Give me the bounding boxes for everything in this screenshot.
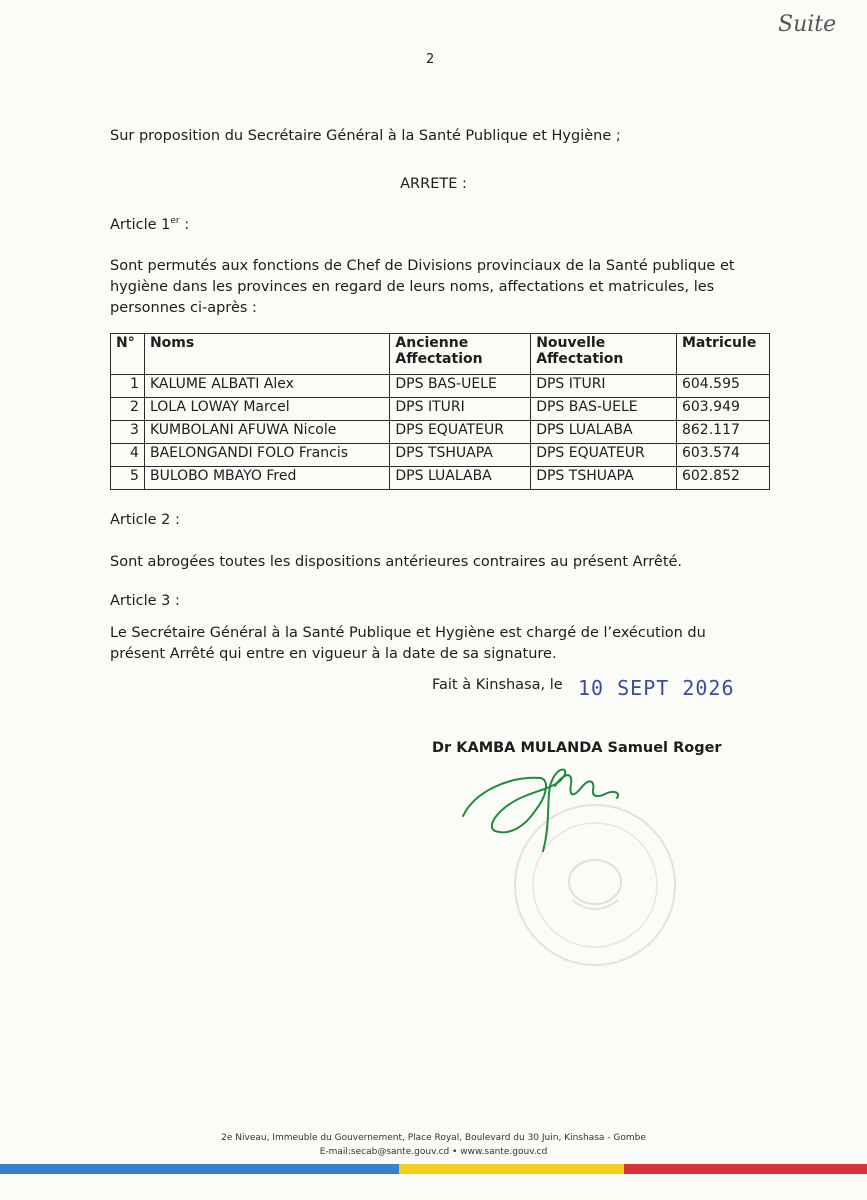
row-former-assignment: DPS LUALABA — [390, 467, 531, 490]
row-new-assignment: DPS TSHUAPA — [531, 467, 677, 490]
row-number: 5 — [111, 467, 145, 490]
row-name: LOLA LOWAY Marcel — [144, 398, 389, 421]
place-and-date-line: Fait à Kinshasa, le — [432, 677, 563, 693]
header-new-assignment: Nouvelle Affectation — [531, 334, 677, 375]
header-registration-number: Matricule — [676, 334, 769, 375]
header-number: N° — [111, 334, 145, 375]
signatory-name: Dr KAMBA MULANDA Samuel Roger — [432, 740, 722, 756]
row-registration-number: 862.117 — [676, 421, 769, 444]
assignment-table — [110, 333, 770, 490]
table-row — [111, 398, 770, 421]
decision-heading: ARRETE : — [400, 176, 467, 192]
suite-mark: Suite — [778, 12, 837, 37]
flag-stripe-red — [624, 1164, 867, 1174]
article-1-text: Sont permutés aux fonctions de Chef de Divisions provinciaux de la Santé publique et hygiène dans les provinces en regard de leurs noms, affectations et matricules, les personnes ci-après : — [110, 258, 735, 316]
row-registration-number: 603.949 — [676, 398, 769, 421]
proposition-paragraph: Sur proposition du Secrétaire Général à la Santé Publique et Hygiène ; — [110, 128, 621, 144]
row-name: BAELONGANDI FOLO Francis — [144, 444, 389, 467]
row-new-assignment: DPS LUALABA — [531, 421, 677, 444]
row-former-assignment: DPS TSHUAPA — [390, 444, 531, 467]
row-number: 2 — [111, 398, 145, 421]
row-former-assignment: DPS BAS-UELE — [390, 375, 531, 398]
footer-contact: E-mail:secab@sante.gouv.cd • www.sante.gouv.cd — [319, 1147, 548, 1157]
row-former-assignment: DPS ITURI — [390, 398, 531, 421]
flag-color-band — [0, 1164, 867, 1174]
article-2-heading: Article 2 : — [110, 512, 180, 528]
flag-stripe-yellow — [399, 1164, 624, 1174]
row-number: 4 — [111, 444, 145, 467]
row-registration-number: 603.574 — [676, 444, 769, 467]
date-stamp: 10 SEPT 2026 — [578, 676, 735, 700]
row-name: BULOBO MBAYO Fred — [144, 467, 389, 490]
table-row — [111, 444, 770, 467]
header-former-assignment: Ancienne Affectation — [390, 334, 531, 375]
row-registration-number: 602.852 — [676, 467, 769, 490]
table-header-row — [111, 334, 770, 375]
row-former-assignment: DPS EQUATEUR — [390, 421, 531, 444]
row-number: 3 — [111, 421, 145, 444]
row-name: KUMBOLANI AFUWA Nicole — [144, 421, 389, 444]
handwritten-signature — [455, 756, 645, 856]
article-3-heading: Article 3 : — [110, 593, 180, 609]
row-registration-number: 604.595 — [676, 375, 769, 398]
article-1-heading-suffix: : — [179, 216, 190, 233]
table-row — [111, 375, 770, 398]
article-3-text: Le Secrétaire Général à la Santé Publique et Hygiène est chargé de l’exécution du présent Arrêté qui entre en vigueur à la date de sa signature. — [110, 625, 706, 662]
page-number: 2 — [426, 52, 435, 67]
article-1-heading-label: Article 1 — [110, 216, 171, 233]
article-1-heading — [110, 216, 189, 233]
article-1-heading-sup: er — [170, 216, 180, 226]
row-name: KALUME ALBATI Alex — [144, 375, 389, 398]
row-number: 1 — [111, 375, 145, 398]
row-new-assignment: DPS EQUATEUR — [531, 444, 677, 467]
row-new-assignment: DPS BAS-UELE — [531, 398, 677, 421]
header-names: Noms — [144, 334, 389, 375]
table-row — [111, 467, 770, 490]
article-2-text: Sont abrogées toutes les dispositions antérieures contraires au présent Arrêté. — [110, 554, 683, 570]
footer-address: 2e Niveau, Immeuble du Gouvernement, Place Royal, Boulevard du 30 Juin, Kinshasa - Gombe — [221, 1133, 646, 1143]
flag-stripe-blue — [0, 1164, 399, 1174]
row-new-assignment: DPS ITURI — [531, 375, 677, 398]
table-row — [111, 421, 770, 444]
